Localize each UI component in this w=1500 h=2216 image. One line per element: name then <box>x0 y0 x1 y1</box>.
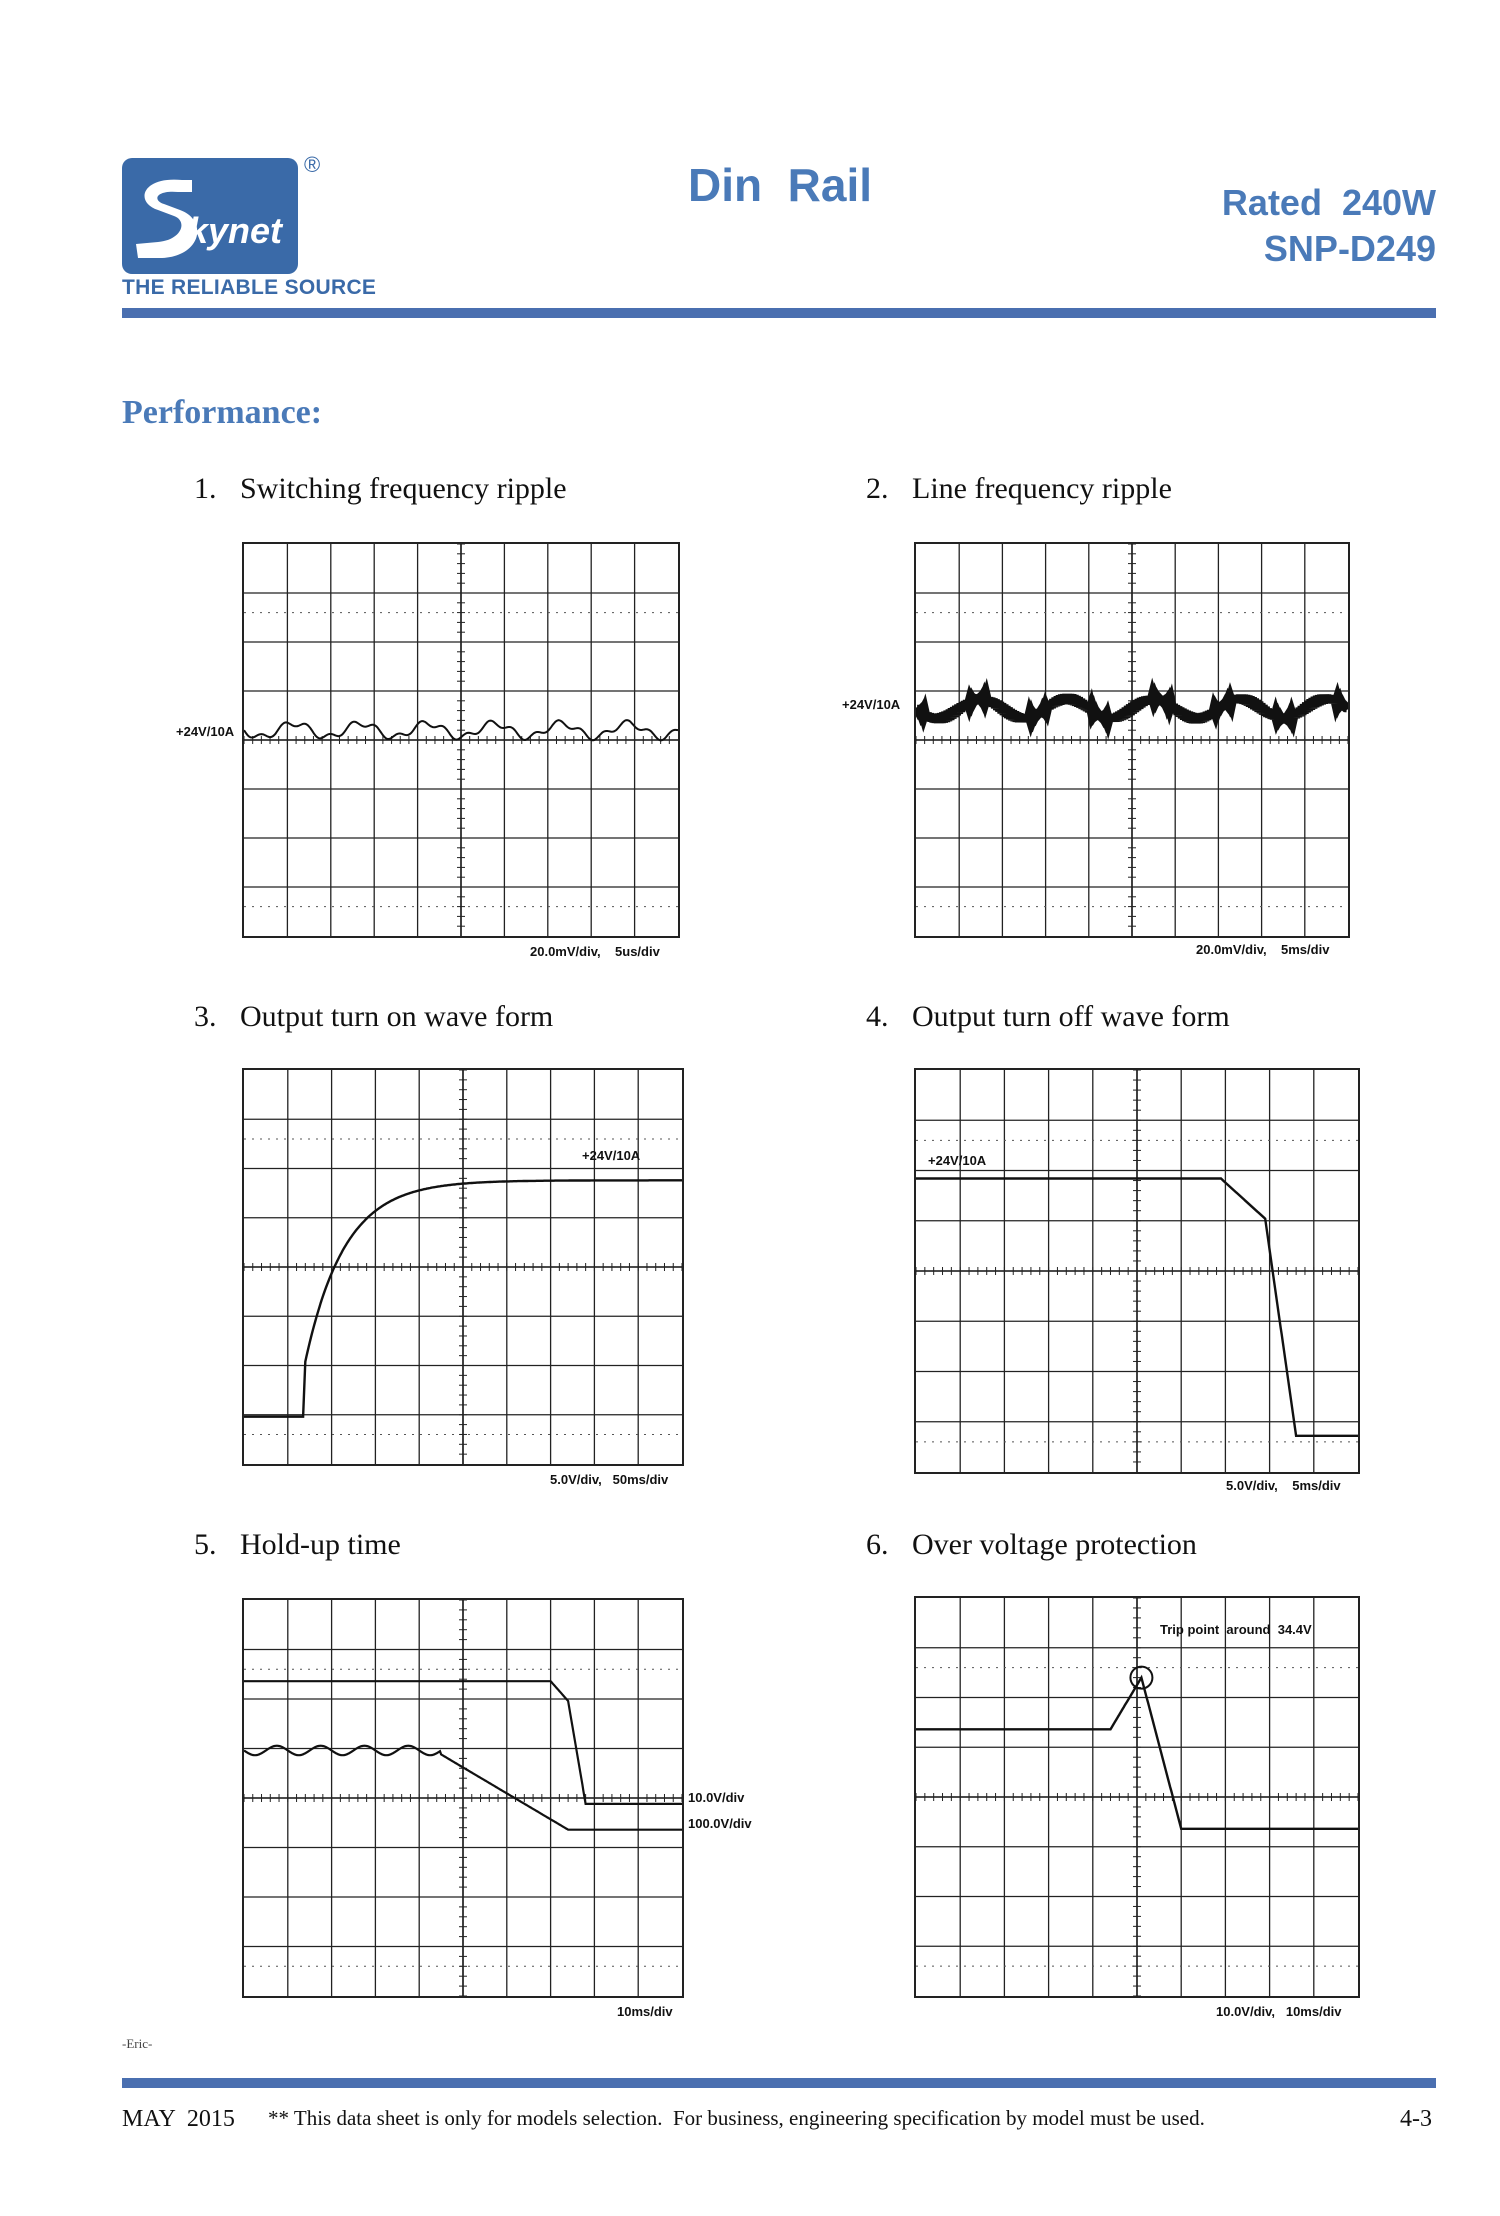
panel-3-number: 3. <box>194 1000 217 1033</box>
panel-2-channel-label: +24V/10A <box>842 697 901 712</box>
registered-mark: ® <box>304 152 321 177</box>
skynet-logo <box>122 152 377 300</box>
panel-5-caption <box>194 1528 401 1562</box>
panel-3-channel-label: +24V/10A <box>582 1148 641 1163</box>
panel-3-caption <box>194 1000 553 1034</box>
panel-1-oscillogram <box>242 542 680 938</box>
logo-wordmark: kynet <box>188 210 283 251</box>
header-rule <box>122 308 1436 318</box>
panel-5-channel-b-scale: 100.0V/div <box>688 1816 752 1831</box>
page-number: 4-3 <box>1400 2106 1432 2132</box>
panel-1-scale: 20.0mV/div, 5us/div <box>530 944 660 959</box>
scope-graticule <box>244 1070 682 1464</box>
panel-3-oscillogram <box>242 1068 684 1466</box>
panel-6-annotation: Trip point around 34.4V <box>1160 1622 1312 1637</box>
panel-2-number: 2. <box>866 472 889 505</box>
panel-1-title: Switching frequency ripple <box>240 472 567 505</box>
panel-5-scale: 10ms/div <box>617 2004 673 2019</box>
panel-4-scale: 5.0V/div, 5ms/div <box>1226 1478 1341 1493</box>
scope-graticule <box>916 1070 1358 1472</box>
panel-5-number: 5. <box>194 1528 217 1561</box>
logo-tagline: THE RELIABLE SOURCE <box>122 276 377 299</box>
model-number: SNP-D249 <box>1263 228 1436 269</box>
scope-graticule <box>244 1600 682 1996</box>
panel-6-number: 6. <box>866 1528 889 1561</box>
scope-graticule <box>916 1598 1358 1996</box>
rated-power: Rated 240W <box>1221 182 1436 223</box>
panel-4-title: Output turn off wave form <box>912 1000 1230 1033</box>
footer-rule <box>122 2078 1436 2088</box>
panel-6-title: Over voltage protection <box>912 1528 1197 1561</box>
footer-disclaimer: ** This data sheet is only for models selection. For business, engineering specification by model must be used. <box>268 2106 1205 2130</box>
panel-1-caption <box>194 472 567 506</box>
panel-1-number: 1. <box>194 472 217 505</box>
document-title: Din Rail <box>687 159 873 211</box>
panel-3-scale: 5.0V/div, 50ms/div <box>550 1472 669 1487</box>
section-title: Performance: <box>122 394 323 431</box>
panel-5-channel-a-scale: 10.0V/div <box>688 1790 745 1805</box>
panel-2-caption <box>866 472 1172 506</box>
author-mark: -Eric- <box>122 2036 153 2051</box>
panel-3-title: Output turn on wave form <box>240 1000 554 1033</box>
scope-graticule <box>916 544 1348 936</box>
panel-2-scale: 20.0mV/div, 5ms/div <box>1196 942 1330 957</box>
panel-5-title: Hold-up time <box>240 1528 401 1561</box>
panel-6-scale: 10.0V/div, 10ms/div <box>1216 2004 1342 2019</box>
panel-6-oscillogram <box>914 1596 1360 1998</box>
panel-2-title: Line frequency ripple <box>912 472 1172 505</box>
panel-4-channel-label: +24V/10A <box>928 1153 987 1168</box>
panel-4-oscillogram <box>914 1068 1360 1474</box>
panel-6-caption <box>866 1528 1197 1562</box>
panel-4-number: 4. <box>866 1000 889 1033</box>
panel-4-caption <box>866 1000 1230 1034</box>
footer-date: MAY 2015 <box>122 2106 235 2132</box>
panel-1-channel-label: +24V/10A <box>176 724 235 739</box>
panel-5-oscillogram <box>242 1598 684 1998</box>
scope-graticule <box>244 544 678 936</box>
rating-block <box>1222 180 1436 272</box>
panel-2-oscillogram <box>914 542 1350 938</box>
